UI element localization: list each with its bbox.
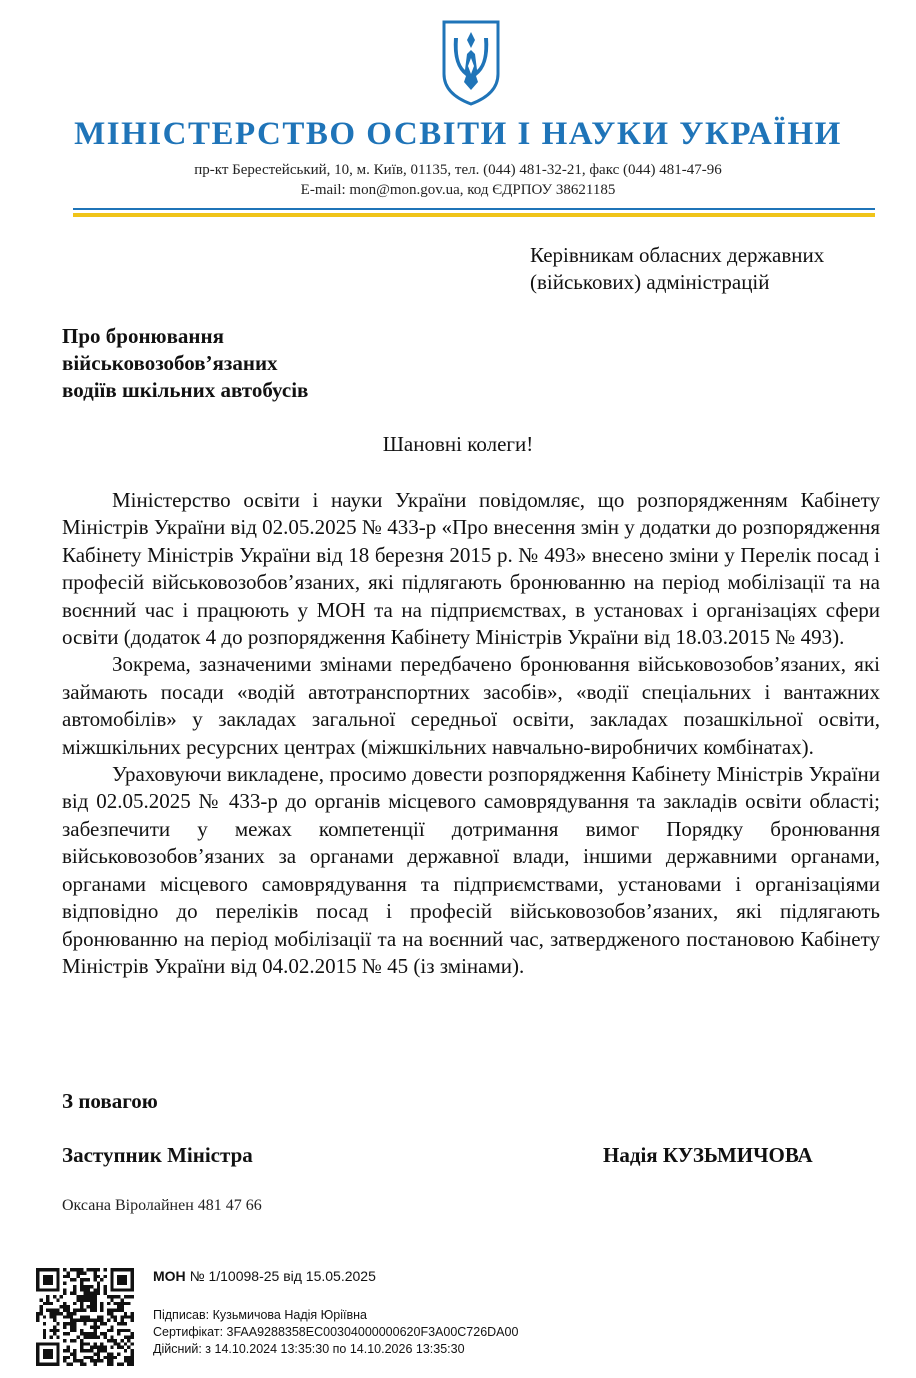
trident-coat-of-arms-icon	[440, 18, 502, 106]
signatory-position: Заступник Міністра	[62, 1143, 253, 1167]
greeting: Шановні колеги!	[382, 432, 534, 456]
ministry-name: МІНІСТЕРСТВО ОСВІТИ І НАУКИ УКРАЇНИ	[74, 116, 842, 152]
qr-code-icon	[36, 1268, 134, 1366]
letter-subject	[62, 323, 308, 404]
letter-body	[62, 487, 880, 980]
ministry-address: пр-кт Берестейський, 10, м. Київ, 01135, тел. (044) 481-32-21, факс (044) 481-47-96	[194, 162, 722, 178]
ministry-contacts: E-mail: mon@mon.gov.ua, код ЄДРПОУ 38621185	[300, 182, 616, 198]
closing-regards: З повагою	[62, 1089, 158, 1113]
signature-validity: Дійсний: з 14.10.2024 13:35:30 по 14.10.2026 13:35:30	[153, 1342, 465, 1356]
signature-signed-by: Підписав: Кузьмичова Надія Юріївна	[153, 1308, 367, 1322]
recipient-line: Керівникам обласних державних	[530, 243, 825, 267]
registration-number: № 1/10098-25 від 15.05.2025	[189, 1268, 376, 1284]
executor-contact: Оксана Віролайнен 481 47 66	[62, 1197, 262, 1214]
signatory-name: Надія КУЗЬМИЧОВА	[603, 1143, 813, 1167]
body-paragraph: Ураховуючи викладене, просимо довести розпорядження Кабінету Міністрів України від 02.05.2025 № 433-р до органів місцевого самоврядування та закладів освіти області; забезпечити у межах компетенції дотримання вимог Порядку бронювання військовозобов’язаних за органами державної влади, іншими державними органами, органами місцевого самоврядування та підприємствами, установами і організаціями відповідно до переліків посад і професій військовозобов’язаних, які підлягають бронюванню на період мобілізації та на воєнний час, затвердженого постановою Кабінету Міністрів України від 04.02.2015 № 45 (із змінами).	[62, 762, 880, 978]
registration-stamp	[153, 1268, 376, 1284]
subject-line: Про бронювання	[62, 324, 224, 348]
body-paragraph: Зокрема, зазначеними змінами передбачено бронювання військовозобов’язаних, які займають посади «водій автотранспортних засобів», «водії спеціальних і вантажних автомобілів» у закладах загальної середньої освіти, закладах позашкільної освіти, міжшкільних ресурсних центрах (міжшкільних навчально-виробничих комбінатах).	[62, 652, 880, 759]
signature-certificate: Сертифікат: 3FAA9288358EC00304000000620F3A00C726DA00	[153, 1325, 519, 1339]
subject-line: водіїв шкільних автобусів	[62, 378, 309, 402]
recipient-block	[530, 242, 824, 296]
body-paragraph: Міністерство освіти і науки України повідомляє, що розпорядженням Кабінету Міністрів України від 02.05.2025 № 433-р «Про внесення змін у додатки до розпорядження Кабінету Міністрів України від 18 березня 2015 р. № 493» внесено зміни у Перелік посад і професій військовозобов’язаних, які підлягають бронюванню на період мобілізації та на воєнний час і працюють у МОН та на підприємствах, в установах і організаціях сфери освіти (додаток 4 до розпорядження Кабінету Міністрів України від 18.03.2015 № 493).	[62, 488, 880, 650]
registration-org: МОН	[153, 1268, 186, 1284]
recipient-line: (військових) адміністрацій	[530, 270, 770, 294]
subject-line: військовозобов’язаних	[62, 351, 278, 375]
header-divider-yellow	[73, 213, 875, 217]
header-divider-blue	[73, 208, 875, 210]
